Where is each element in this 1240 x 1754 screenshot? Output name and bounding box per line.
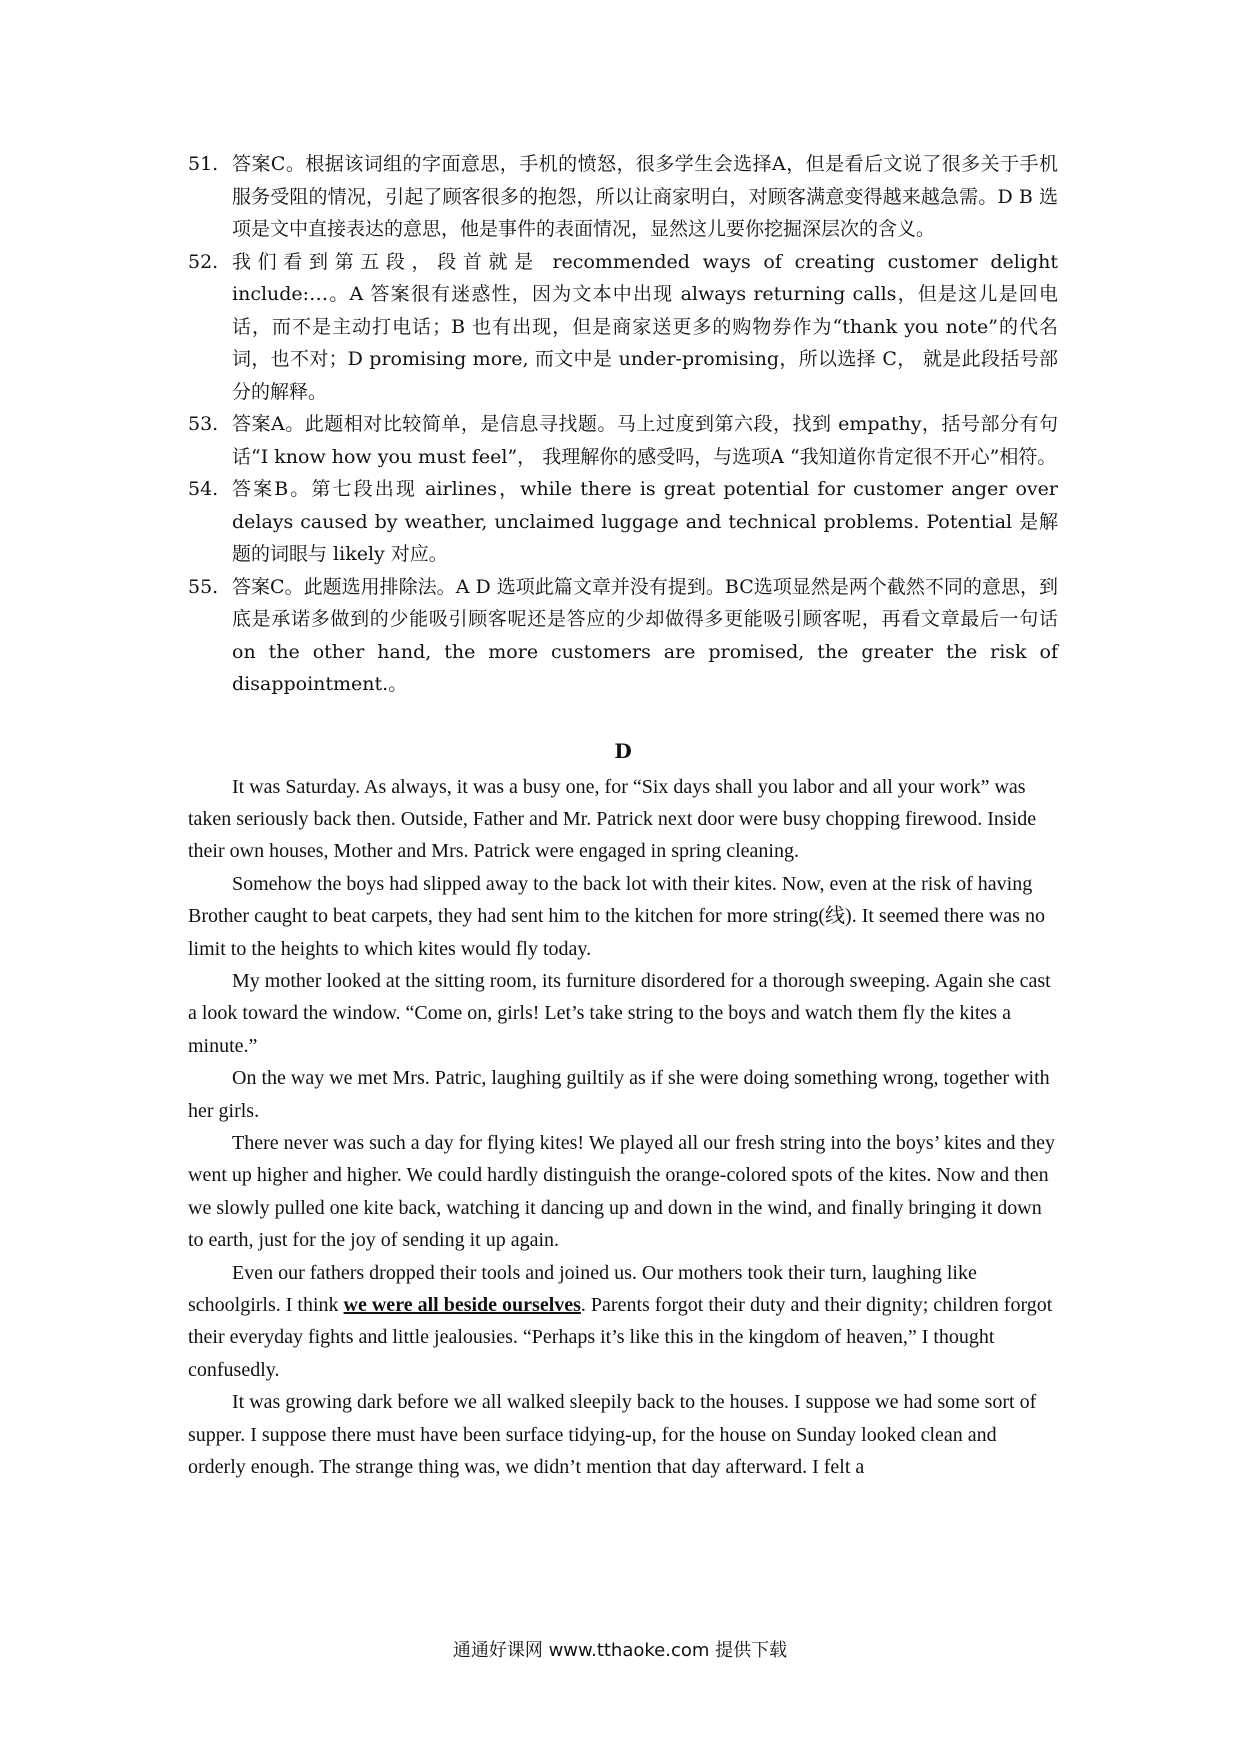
section-title: D xyxy=(614,738,632,763)
paragraph: Somehow the boys had slipped away to the back lot with their kites. Now, even at the risk of having Brother caught to beat carpets, they had sent him to the kitchen for more string(线). It seemed there was no limit to the heights to which kites would fly today. xyxy=(188,872,1045,960)
answer-text: 我们看到第五段，段首就是 recommended ways of creating customer delight include:…。A 答案很有迷惑性，因为文本中出现 always returning calls，但是这儿是回电话，而不是主动打电话；B 也有出现，但是商家送更多的购物券作为“thank you note”的代名词，也不对；D promising more, 而文中是 under-promising，所以选择 C， 就是此段括号部分的解释。 xyxy=(232,250,1058,403)
paragraph: It was Saturday. As always, it was a busy one, for “Six days shall you labor and all your work” was taken seriously back then. Outside, Father and Mr. Patrick next door were busy chopping firewood. Inside their own houses, Mother and Mrs. Patrick were engaged in spring cleaning. xyxy=(188,775,1037,863)
answer-text: 答案C。此题选用排除法。A D 选项此篇文章并没有提到。BC选项显然是两个截然不同的意思，到底是承诺多做到的少能吸引顾客呢还是答应的少却做得多更能吸引顾客呢，再看文章最后一句话 on the other hand, the more customers are promised, the greater the risk of disappointment.。 xyxy=(232,575,1058,695)
answer-52 xyxy=(188,246,1058,409)
answer-54 xyxy=(188,473,1058,571)
answer-text: 答案C。根据该词组的字面意思，手机的愤怒，很多学生会选择A，但是看后文说了很多关于手机服务受阻的情况，引起了顾客很多的抱怨，所以让商家明白，对顾客满意变得越来越急需。D B 选项是文中直接表达的意思，他是事件的表面情况，显然这儿要你挖掘深层次的含义。 xyxy=(232,153,1058,240)
paragraph-text: . Parents forgot their duty and their dignity; children forgot their everyday fights and little jealousies. “Perhaps it’s like this in the kingdom of heaven,” I thought confusedly. xyxy=(188,1294,1053,1381)
answer-number: 52. xyxy=(188,250,219,273)
paragraph: It was growing dark before we all walked sleepily back to the houses. I suppose we had some sort of supper. I suppose there must have been surface tidying-up, for the house on Sunday looked clean and orderly enough. The strange thing was, we didn’t mention that day afterward. I felt a xyxy=(188,1391,1037,1479)
reading-passage xyxy=(188,771,1058,1484)
answer-text: 答案A。此题相对比较简单，是信息寻找题。马上过度到第六段，找到 empathy，括号部分有句话“I know how you must feel”， 我理解你的感受吗，与选项A “我知道你肯定很不开心”相符。 xyxy=(232,413,1058,468)
answer-text: 答案B。第七段出现 airlines，while there is great potential for customer anger over delays caused by weather, unclaimed luggage and technical problems. Potential 是解题的词眼与 likely 对应。 xyxy=(232,478,1058,565)
underlined-phrase: we were all beside ourselves xyxy=(343,1294,581,1316)
answer-55 xyxy=(188,571,1058,701)
paragraph: On the way we met Mrs. Patric, laughing guiltily as if she were doing something wrong, together with her girls. xyxy=(188,1067,1050,1122)
answer-number: 54. xyxy=(188,478,219,500)
paragraph xyxy=(188,1257,1058,1387)
paragraph-text: Even our fathers dropped their tools and joined us. Our mothers took their turn, laughing like schoolgirls. I think xyxy=(188,1261,977,1316)
answer-number: 53. xyxy=(188,413,219,435)
answer-53 xyxy=(188,408,1058,473)
answer-explanations xyxy=(188,148,1058,701)
paragraph: There never was such a day for flying kites! We played all our fresh string into the boys’ kites and they went up higher and higher. We could hardly distinguish the orange-colored spots of the kites. Now and then we slowly pulled one kite back, watching it dancing up and down in the wind, and finally bringing it down to earth, just for the joy of sending it up again. xyxy=(188,1131,1055,1252)
answer-51 xyxy=(188,148,1058,246)
answer-number: 55. xyxy=(188,575,219,598)
answer-number: 51. xyxy=(188,153,219,175)
paragraph: My mother looked at the sitting room, its furniture disordered for a thorough sweeping. Again she cast a look toward the window. “Come on, girls! Let’s take string to the boys and watch them fly the kites a minute.” xyxy=(188,969,1051,1057)
page-footer: 通通好课网 www.tthaoke.com 提供下载 xyxy=(452,1640,788,1661)
page-content xyxy=(188,148,1058,1483)
